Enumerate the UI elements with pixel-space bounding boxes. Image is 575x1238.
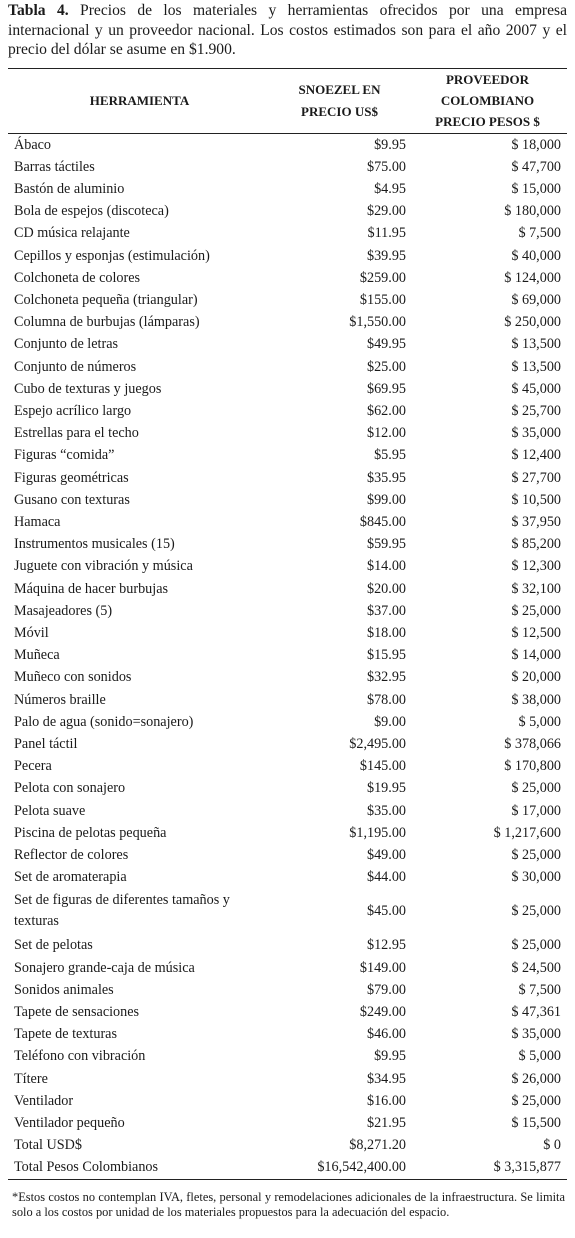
cell-precio-pesos: $ 1,217,600	[493, 824, 561, 841]
cell-herramienta: Barras táctiles	[14, 158, 95, 175]
table-row	[8, 311, 567, 333]
header-herramienta	[8, 68, 271, 133]
table-row	[8, 267, 567, 289]
cell-herramienta: Palo de agua (sonido=sonajero)	[14, 713, 194, 730]
cell-precio-usd: $15.95	[366, 647, 406, 664]
cell-herramienta: Bastón de aluminio	[14, 180, 125, 197]
cell-precio-usd: $12.95	[366, 937, 406, 954]
table-row	[8, 622, 567, 644]
table-row	[8, 356, 567, 378]
table-row	[8, 511, 567, 533]
cell-herramienta: Estrellas para el techo	[14, 425, 139, 442]
table-row	[8, 866, 567, 888]
cell-herramienta: Panel táctil	[14, 735, 78, 752]
cell-precio-pesos: $ 47,700	[511, 158, 561, 175]
table-row	[8, 957, 567, 979]
cell-precio-pesos: $ 25,000	[511, 1092, 561, 1109]
cell-precio-pesos: $ 25,000	[511, 780, 561, 797]
cell-herramienta: Números braille	[14, 691, 106, 708]
table-row	[8, 578, 567, 600]
table-row	[8, 133, 567, 156]
cell-precio-usd: $35.00	[366, 802, 406, 819]
cell-precio-pesos: $ 25,000	[511, 937, 561, 954]
cell-precio-usd: $16,542,400.00	[271, 1156, 408, 1179]
table-row	[8, 422, 567, 444]
table-row	[8, 800, 567, 822]
cell-herramienta: Sonajero grande-caja de música	[14, 959, 195, 976]
cell-herramienta: Colchoneta pequeña (triangular)	[14, 291, 198, 308]
cell-precio-pesos: $ 25,000	[511, 847, 561, 863]
cell-herramienta: Sonidos animales	[14, 981, 114, 998]
header-proveedor-line2: COLOMBIANO	[440, 92, 535, 108]
cell-precio-pesos: $ 15,500	[511, 1115, 561, 1132]
table-row	[8, 156, 567, 178]
cell-herramienta: Total USD$	[14, 1137, 82, 1154]
cell-herramienta: Tapete de texturas	[14, 1026, 117, 1043]
cell-precio-usd: $2,495.00	[349, 735, 406, 752]
cell-precio-pesos: $ 69,000	[511, 291, 561, 308]
cell-precio-pesos: $ 25,700	[511, 402, 561, 419]
table-row	[8, 733, 567, 755]
table-header	[8, 68, 567, 133]
cell-herramienta: Figuras geométricas	[14, 469, 129, 486]
table-row	[8, 222, 567, 244]
cell-precio-pesos: $ 3,315,877	[408, 1156, 567, 1179]
table-row	[8, 1001, 567, 1023]
cell-herramienta: Set de figuras de diferentes tamaños y texturas	[14, 892, 230, 930]
cell-precio-usd: $18.00	[366, 624, 406, 641]
header-herramienta-text: HERRAMIENTA	[89, 92, 190, 108]
cell-precio-usd: $259.00	[359, 269, 406, 286]
table-row	[8, 289, 567, 311]
table-row	[8, 1134, 567, 1156]
table-row	[8, 777, 567, 799]
cell-precio-usd: $78.00	[366, 691, 406, 708]
cell-precio-usd: $12.00	[366, 425, 406, 442]
cell-precio-pesos: $ 13,500	[511, 336, 561, 353]
cell-precio-pesos: $ 24,500	[511, 959, 561, 976]
cell-herramienta: Pecera	[14, 758, 52, 775]
header-proveedor	[408, 68, 567, 133]
cell-precio-pesos: $ 35,000	[511, 1026, 561, 1043]
cell-precio-usd: $37.00	[366, 602, 406, 619]
cell-precio-usd: $9.95	[374, 1048, 406, 1065]
table-row	[8, 1156, 567, 1179]
header-row	[8, 68, 567, 133]
cell-precio-pesos: $ 5,000	[518, 1048, 561, 1065]
cell-precio-pesos: $ 13,500	[511, 358, 561, 375]
table-row	[8, 1045, 567, 1067]
cell-precio-pesos: $ 7,500	[518, 225, 561, 242]
cell-herramienta: Ventilador	[14, 1092, 74, 1109]
footnote: *Estos costos no contemplan IVA, fletes, personal y remodelaciones adicionales de la infraestructura. Se limita solo a los costos por unidad de los materiales propuestos para la adecuación del espacio.	[12, 1189, 565, 1220]
cell-precio-pesos: $ 180,000	[504, 203, 561, 220]
cell-precio-pesos: $ 0	[543, 1137, 561, 1154]
caption-label: Tabla 4.	[8, 2, 69, 19]
table-row	[8, 378, 567, 400]
cell-precio-usd: $99.00	[366, 491, 406, 508]
cell-precio-usd: $32.95	[366, 669, 406, 686]
cell-precio-usd: $34.95	[366, 1070, 406, 1087]
cell-precio-usd: $49.00	[366, 847, 406, 863]
table-row	[8, 644, 567, 666]
cell-herramienta: Pelota con sonajero	[14, 780, 126, 797]
cell-herramienta: Cepillos y esponjas (estimulación)	[14, 247, 210, 264]
cell-precio-pesos: $ 37,950	[511, 513, 561, 530]
cell-precio-pesos: $ 35,000	[511, 425, 561, 442]
table-row	[8, 400, 567, 422]
cell-precio-pesos: $ 5,000	[518, 713, 561, 730]
table-row	[8, 444, 567, 466]
cell-herramienta: Set de aromaterapia	[14, 869, 127, 886]
header-snoezel	[271, 68, 408, 133]
cell-precio-usd: $149.00	[359, 959, 406, 976]
cell-precio-usd: $59.95	[366, 536, 406, 553]
cell-precio-usd: $79.00	[366, 981, 406, 998]
cell-precio-usd: $9.00	[374, 713, 406, 730]
table-body	[8, 133, 567, 1179]
cell-precio-usd: $20.00	[366, 580, 406, 597]
table-row	[8, 844, 567, 866]
cell-precio-pesos: $ 25,000	[511, 903, 561, 920]
cell-precio-usd: $62.00	[366, 402, 406, 419]
table-row	[8, 1112, 567, 1134]
cell-precio-usd: $5.95	[374, 447, 406, 464]
cell-herramienta: Gusano con texturas	[14, 491, 130, 508]
cell-precio-pesos: $ 40,000	[511, 247, 561, 264]
cell-precio-usd: $39.95	[366, 247, 406, 264]
cell-precio-pesos: $ 250,000	[504, 314, 561, 331]
cell-herramienta: Figuras “comida”	[14, 447, 115, 464]
caption-text: Precios de los materiales y herramientas ofrecidos por una empresa internacional y un proveedor nacional. Los costos estimados son para el año 2007 y el precio del dólar se asume en $1.900.	[8, 2, 567, 58]
cell-herramienta: Conjunto de letras	[14, 336, 119, 353]
cell-precio-pesos: $ 15,000	[511, 180, 561, 197]
table-row	[8, 333, 567, 355]
table-row	[8, 1068, 567, 1090]
cell-precio-pesos: $ 32,100	[511, 580, 561, 597]
cell-herramienta: Instrumentos musicales (15)	[14, 536, 175, 553]
price-table	[8, 68, 567, 1180]
cell-precio-pesos: $ 20,000	[511, 669, 561, 686]
cell-precio-pesos: $ 18,000	[511, 136, 561, 153]
table-row	[8, 822, 567, 844]
cell-precio-usd: $69.95	[366, 380, 406, 397]
cell-precio-pesos: $ 85,200	[511, 536, 561, 553]
cell-herramienta: Conjunto de números	[14, 358, 137, 375]
cell-herramienta: Muñeco con sonidos	[14, 669, 132, 686]
cell-precio-usd: $29.00	[366, 203, 406, 220]
cell-precio-usd: $46.00	[366, 1026, 406, 1043]
table-row	[8, 533, 567, 555]
table-row	[8, 1090, 567, 1112]
table-row	[8, 888, 567, 934]
cell-herramienta: Móvil	[14, 624, 49, 641]
cell-precio-pesos: $ 378,066	[504, 735, 561, 752]
table-row	[8, 1023, 567, 1045]
cell-precio-pesos: $ 10,500	[511, 491, 561, 508]
cell-precio-pesos: $ 170,800	[504, 758, 561, 775]
table-row	[8, 689, 567, 711]
cell-herramienta: Reflector de colores	[14, 847, 129, 863]
cell-precio-usd: $11.95	[367, 225, 406, 242]
cell-precio-usd: $249.00	[359, 1004, 406, 1021]
cell-precio-usd: $9.95	[374, 136, 406, 153]
cell-precio-pesos: $ 14,000	[511, 647, 561, 664]
cell-precio-pesos: $ 124,000	[504, 269, 561, 286]
cell-herramienta: Bola de espejos (discoteca)	[14, 203, 169, 220]
cell-herramienta: Hamaca	[14, 513, 61, 530]
cell-precio-usd: $25.00	[366, 358, 406, 375]
table-row	[8, 178, 567, 200]
cell-precio-usd: $1,195.00	[349, 824, 406, 841]
header-snoezel-line2: PRECIO US$	[301, 103, 378, 119]
cell-herramienta: CD música relajante	[14, 225, 130, 242]
table-row	[8, 489, 567, 511]
cell-precio-pesos: $ 26,000	[511, 1070, 561, 1087]
cell-precio-usd: $45.00	[366, 903, 406, 920]
cell-herramienta: Espejo acrílico largo	[14, 402, 132, 419]
cell-precio-pesos: $ 12,300	[511, 558, 561, 575]
cell-herramienta: Muñeca	[14, 647, 60, 664]
cell-precio-usd: $21.95	[366, 1115, 406, 1132]
cell-precio-usd: $1,550.00	[349, 314, 406, 331]
cell-herramienta: Pelota suave	[14, 802, 86, 819]
cell-precio-pesos: $ 17,000	[511, 802, 561, 819]
table-row	[8, 467, 567, 489]
table-row	[8, 245, 567, 267]
cell-precio-pesos: $ 27,700	[511, 469, 561, 486]
cell-precio-usd: $155.00	[359, 291, 406, 308]
cell-herramienta: Cubo de texturas y juegos	[14, 380, 162, 397]
cell-herramienta: Masajeadores (5)	[14, 602, 113, 619]
cell-herramienta: Total Pesos Colombianos	[8, 1156, 271, 1179]
cell-herramienta: Ábaco	[14, 136, 52, 153]
cell-precio-usd: $8,271.20	[349, 1137, 406, 1154]
table-row	[8, 711, 567, 733]
table-row	[8, 666, 567, 688]
cell-precio-pesos: $ 30,000	[511, 869, 561, 886]
cell-herramienta: Teléfono con vibración	[14, 1048, 146, 1065]
header-proveedor-line1: PROVEEDOR	[445, 71, 530, 87]
header-snoezel-line1: SNOEZEL EN	[298, 82, 381, 98]
header-proveedor-line3: PRECIO PESOS $	[435, 114, 540, 130]
cell-precio-usd: $14.00	[366, 558, 406, 575]
table-row	[8, 200, 567, 222]
cell-precio-usd: $4.95	[374, 180, 406, 197]
cell-precio-pesos: $ 38,000	[511, 691, 561, 708]
cell-precio-usd: $845.00	[359, 513, 406, 530]
cell-precio-usd: $35.95	[366, 469, 406, 486]
cell-herramienta: Colchoneta de colores	[14, 269, 141, 286]
cell-herramienta: Piscina de pelotas pequeña	[14, 824, 167, 841]
cell-precio-usd: $49.95	[366, 336, 406, 353]
cell-herramienta: Ventilador pequeño	[14, 1115, 125, 1132]
cell-precio-pesos: $ 25,000	[511, 602, 561, 619]
cell-herramienta: Set de pelotas	[14, 937, 93, 954]
cell-precio-pesos: $ 45,000	[511, 380, 561, 397]
cell-herramienta: Títere	[14, 1070, 48, 1087]
cell-precio-usd: $19.95	[366, 780, 406, 797]
cell-herramienta: Juguete con vibración y música	[14, 558, 193, 575]
document-page	[0, 1, 575, 1238]
table-row	[8, 555, 567, 577]
cell-herramienta: Tapete de sensaciones	[14, 1004, 140, 1021]
cell-precio-usd: $75.00	[366, 158, 406, 175]
cell-precio-pesos: $ 12,400	[511, 447, 561, 464]
cell-precio-usd: $145.00	[359, 758, 406, 775]
table-row	[8, 600, 567, 622]
table-row	[8, 934, 567, 956]
cell-precio-pesos: $ 12,500	[511, 624, 561, 641]
cell-precio-pesos: $ 7,500	[518, 981, 561, 998]
cell-herramienta: Máquina de hacer burbujas	[14, 580, 169, 597]
cell-precio-usd: $44.00	[366, 869, 406, 886]
table-caption	[8, 1, 567, 60]
cell-herramienta: Columna de burbujas (lámparas)	[14, 314, 200, 331]
table-row	[8, 979, 567, 1001]
cell-precio-pesos: $ 47,361	[511, 1004, 561, 1021]
cell-precio-usd: $16.00	[366, 1092, 406, 1109]
table-row	[8, 755, 567, 777]
